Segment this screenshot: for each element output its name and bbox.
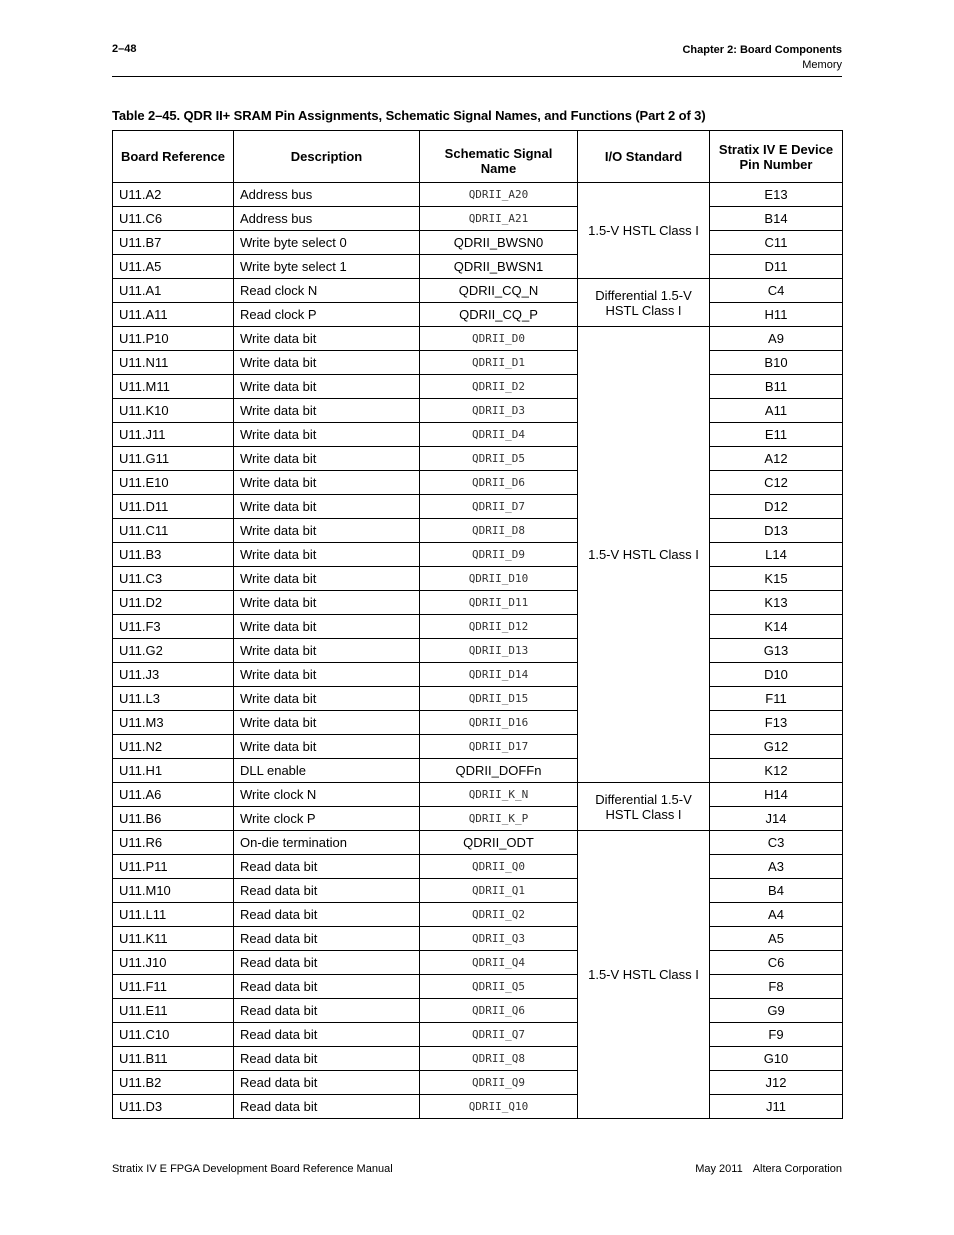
cell-pin-number: G9: [710, 999, 843, 1023]
cell-board-reference: U11.A11: [113, 303, 234, 327]
cell-board-reference: U11.H1: [113, 759, 234, 783]
table-row: [113, 255, 843, 279]
cell-description: Write data bit: [234, 327, 420, 351]
cell-pin-number: F13: [710, 711, 843, 735]
cell-signal-name: QDRII_D7: [420, 495, 578, 519]
cell-board-reference: U11.E11: [113, 999, 234, 1023]
cell-description: Write data bit: [234, 591, 420, 615]
cell-description: Write data bit: [234, 615, 420, 639]
cell-board-reference: U11.B7: [113, 231, 234, 255]
cell-pin-number: C6: [710, 951, 843, 975]
table-row: [113, 903, 843, 927]
cell-signal-name: QDRII_D11: [420, 591, 578, 615]
cell-board-reference: U11.L11: [113, 903, 234, 927]
cell-signal-name: QDRII_Q8: [420, 1047, 578, 1071]
cell-pin-number: C4: [710, 279, 843, 303]
cell-description: Write byte select 1: [234, 255, 420, 279]
cell-signal-name: QDRII_D9: [420, 543, 578, 567]
table-row: [113, 207, 843, 231]
cell-pin-number: F8: [710, 975, 843, 999]
running-header: [682, 43, 842, 73]
cell-pin-number: E13: [710, 183, 843, 207]
cell-description: Write byte select 0: [234, 231, 420, 255]
cell-pin-number: B11: [710, 375, 843, 399]
cell-board-reference: U11.A2: [113, 183, 234, 207]
table-row: [113, 759, 843, 783]
cell-signal-name: QDRII_Q9: [420, 1071, 578, 1095]
cell-description: Write data bit: [234, 471, 420, 495]
cell-board-reference: U11.M10: [113, 879, 234, 903]
table-header-row: [113, 131, 843, 183]
cell-signal-name: QDRII_D17: [420, 735, 578, 759]
col-header-pin-number: Stratix IV E Device Pin Number: [710, 131, 843, 183]
cell-signal-name: QDRII_K_N: [420, 783, 578, 807]
table-row: [113, 495, 843, 519]
cell-description: Write data bit: [234, 663, 420, 687]
cell-signal-name: QDRII_Q6: [420, 999, 578, 1023]
cell-pin-number: D13: [710, 519, 843, 543]
table-row: [113, 783, 843, 807]
table-row: [113, 543, 843, 567]
cell-pin-number: H14: [710, 783, 843, 807]
table-row: [113, 855, 843, 879]
cell-pin-number: G12: [710, 735, 843, 759]
cell-board-reference: U11.D11: [113, 495, 234, 519]
cell-board-reference: U11.B6: [113, 807, 234, 831]
cell-board-reference: U11.B11: [113, 1047, 234, 1071]
cell-board-reference: U11.A5: [113, 255, 234, 279]
cell-description: Read data bit: [234, 1095, 420, 1119]
cell-description: Write data bit: [234, 543, 420, 567]
cell-board-reference: U11.B3: [113, 543, 234, 567]
table-row: [113, 399, 843, 423]
cell-description: Read clock P: [234, 303, 420, 327]
cell-board-reference: U11.N2: [113, 735, 234, 759]
table-row: [113, 423, 843, 447]
table-row: [113, 567, 843, 591]
table-row: [113, 303, 843, 327]
cell-board-reference: U11.P10: [113, 327, 234, 351]
table-row: [113, 951, 843, 975]
cell-signal-name: QDRII_Q10: [420, 1095, 578, 1119]
cell-board-reference: U11.F11: [113, 975, 234, 999]
cell-signal-name: QDRII_BWSN0: [420, 231, 578, 255]
cell-signal-name: QDRII_D10: [420, 567, 578, 591]
cell-signal-name: QDRII_D16: [420, 711, 578, 735]
table-row: [113, 735, 843, 759]
table-row: [113, 831, 843, 855]
cell-pin-number: G13: [710, 639, 843, 663]
cell-board-reference: U11.P11: [113, 855, 234, 879]
cell-pin-number: E11: [710, 423, 843, 447]
col-header-board-reference: Board Reference: [113, 131, 234, 183]
cell-description: Write data bit: [234, 423, 420, 447]
cell-signal-name: QDRII_D8: [420, 519, 578, 543]
cell-description: Write data bit: [234, 375, 420, 399]
cell-description: DLL enable: [234, 759, 420, 783]
cell-description: Write clock P: [234, 807, 420, 831]
cell-board-reference: U11.N11: [113, 351, 234, 375]
cell-description: Write data bit: [234, 711, 420, 735]
cell-io-standard: 1.5-V HSTL Class I: [578, 183, 710, 279]
cell-signal-name: QDRII_K_P: [420, 807, 578, 831]
table-row: [113, 879, 843, 903]
cell-pin-number: K12: [710, 759, 843, 783]
table-row: [113, 1023, 843, 1047]
cell-pin-number: C12: [710, 471, 843, 495]
cell-pin-number: A4: [710, 903, 843, 927]
cell-signal-name: QDRII_D12: [420, 615, 578, 639]
table-row: [113, 375, 843, 399]
cell-description: On-die termination: [234, 831, 420, 855]
cell-description: Read data bit: [234, 1047, 420, 1071]
cell-pin-number: D11: [710, 255, 843, 279]
footer-manual-title: Stratix IV E FPGA Development Board Reference Manual: [112, 1163, 393, 1175]
cell-pin-number: B14: [710, 207, 843, 231]
cell-pin-number: K15: [710, 567, 843, 591]
cell-pin-number: C11: [710, 231, 843, 255]
cell-description: Write data bit: [234, 567, 420, 591]
cell-description: Write data bit: [234, 447, 420, 471]
cell-pin-number: F9: [710, 1023, 843, 1047]
cell-signal-name: QDRII_D15: [420, 687, 578, 711]
section-title: Memory: [802, 59, 842, 71]
cell-io-standard: Differential 1.5-V HSTL Class I: [578, 783, 710, 831]
cell-signal-name: QDRII_BWSN1: [420, 255, 578, 279]
cell-pin-number: D12: [710, 495, 843, 519]
cell-board-reference: U11.F3: [113, 615, 234, 639]
cell-description: Read data bit: [234, 999, 420, 1023]
cell-pin-number: F11: [710, 687, 843, 711]
table-row: [113, 591, 843, 615]
cell-signal-name: QDRII_D2: [420, 375, 578, 399]
cell-signal-name: QDRII_D4: [420, 423, 578, 447]
cell-board-reference: U11.G2: [113, 639, 234, 663]
table-row: [113, 447, 843, 471]
table-row: [113, 327, 843, 351]
cell-board-reference: U11.B2: [113, 1071, 234, 1095]
cell-description: Read data bit: [234, 927, 420, 951]
cell-pin-number: L14: [710, 543, 843, 567]
cell-signal-name: QDRII_Q1: [420, 879, 578, 903]
table-row: [113, 183, 843, 207]
table-row: [113, 231, 843, 255]
cell-description: Read data bit: [234, 1071, 420, 1095]
cell-signal-name: QDRII_Q0: [420, 855, 578, 879]
col-header-io-standard: I/O Standard: [578, 131, 710, 183]
cell-signal-name: QDRII_Q5: [420, 975, 578, 999]
cell-board-reference: U11.C10: [113, 1023, 234, 1047]
cell-signal-name: QDRII_A21: [420, 207, 578, 231]
cell-board-reference: U11.M11: [113, 375, 234, 399]
cell-signal-name: QDRII_D0: [420, 327, 578, 351]
cell-description: Read data bit: [234, 1023, 420, 1047]
cell-board-reference: U11.D3: [113, 1095, 234, 1119]
cell-description: Read data bit: [234, 879, 420, 903]
cell-board-reference: U11.L3: [113, 687, 234, 711]
cell-board-reference: U11.G11: [113, 447, 234, 471]
table-row: [113, 1047, 843, 1071]
cell-pin-number: A3: [710, 855, 843, 879]
cell-pin-number: C3: [710, 831, 843, 855]
table-row: [113, 615, 843, 639]
cell-signal-name: QDRII_A20: [420, 183, 578, 207]
table-row: [113, 351, 843, 375]
cell-description: Write data bit: [234, 687, 420, 711]
table-row: [113, 711, 843, 735]
cell-signal-name: QDRII_D5: [420, 447, 578, 471]
table-row: [113, 807, 843, 831]
table-row: [113, 663, 843, 687]
cell-pin-number: G10: [710, 1047, 843, 1071]
cell-board-reference: U11.M3: [113, 711, 234, 735]
table-row: [113, 999, 843, 1023]
cell-signal-name: QDRII_Q7: [420, 1023, 578, 1047]
cell-board-reference: U11.R6: [113, 831, 234, 855]
footer-company: Altera Corporation: [752, 1163, 842, 1175]
cell-description: Write data bit: [234, 495, 420, 519]
table-row: [113, 1095, 843, 1119]
table-row: [113, 519, 843, 543]
cell-board-reference: U11.K11: [113, 927, 234, 951]
pin-assignment-table: [112, 130, 843, 1119]
table-row: [113, 279, 843, 303]
cell-description: Write data bit: [234, 351, 420, 375]
cell-signal-name: QDRII_ODT: [420, 831, 578, 855]
col-header-description: Description: [234, 131, 420, 183]
col-header-signal-name: Schematic Signal Name: [420, 131, 578, 183]
cell-pin-number: J14: [710, 807, 843, 831]
cell-signal-name: QDRII_Q3: [420, 927, 578, 951]
cell-signal-name: QDRII_D6: [420, 471, 578, 495]
cell-pin-number: A12: [710, 447, 843, 471]
cell-signal-name: QDRII_D1: [420, 351, 578, 375]
page-number: 2–48: [112, 43, 137, 55]
cell-board-reference: U11.D2: [113, 591, 234, 615]
cell-pin-number: K13: [710, 591, 843, 615]
cell-board-reference: U11.E10: [113, 471, 234, 495]
cell-io-standard: 1.5-V HSTL Class I: [578, 831, 710, 1119]
cell-description: Write clock N: [234, 783, 420, 807]
cell-pin-number: B4: [710, 879, 843, 903]
cell-board-reference: U11.A1: [113, 279, 234, 303]
table-row: [113, 639, 843, 663]
table-body: [113, 183, 843, 1119]
cell-board-reference: U11.C6: [113, 207, 234, 231]
cell-description: Write data bit: [234, 399, 420, 423]
cell-board-reference: U11.A6: [113, 783, 234, 807]
chapter-title: Chapter 2: Board Components: [682, 44, 842, 56]
cell-signal-name: QDRII_CQ_N: [420, 279, 578, 303]
cell-io-standard: Differential 1.5-V HSTL Class I: [578, 279, 710, 327]
cell-pin-number: A11: [710, 399, 843, 423]
cell-description: Write data bit: [234, 735, 420, 759]
cell-board-reference: U11.C11: [113, 519, 234, 543]
cell-board-reference: U11.J11: [113, 423, 234, 447]
cell-description: Read data bit: [234, 903, 420, 927]
cell-signal-name: QDRII_D13: [420, 639, 578, 663]
table-row: [113, 471, 843, 495]
footer-right: [695, 1163, 842, 1175]
cell-pin-number: J12: [710, 1071, 843, 1095]
cell-description: Read data bit: [234, 951, 420, 975]
cell-board-reference: U11.C3: [113, 567, 234, 591]
cell-description: Address bus: [234, 207, 420, 231]
cell-signal-name: QDRII_Q4: [420, 951, 578, 975]
cell-signal-name: QDRII_DOFFn: [420, 759, 578, 783]
table-row: [113, 1071, 843, 1095]
cell-pin-number: A9: [710, 327, 843, 351]
footer-date: May 2011: [695, 1163, 743, 1175]
table-row: [113, 975, 843, 999]
cell-pin-number: D10: [710, 663, 843, 687]
cell-description: Read data bit: [234, 975, 420, 999]
cell-io-standard: 1.5-V HSTL Class I: [578, 327, 710, 783]
cell-description: Read clock N: [234, 279, 420, 303]
table-row: [113, 687, 843, 711]
cell-description: Address bus: [234, 183, 420, 207]
cell-pin-number: H11: [710, 303, 843, 327]
cell-board-reference: U11.K10: [113, 399, 234, 423]
cell-pin-number: K14: [710, 615, 843, 639]
cell-pin-number: A5: [710, 927, 843, 951]
cell-description: Read data bit: [234, 855, 420, 879]
table-row: [113, 927, 843, 951]
cell-pin-number: J11: [710, 1095, 843, 1119]
table-caption: Table 2–45. QDR II+ SRAM Pin Assignments, Schematic Signal Names, and Functions (Part 2 of 3): [112, 108, 706, 123]
cell-board-reference: U11.J10: [113, 951, 234, 975]
cell-signal-name: QDRII_CQ_P: [420, 303, 578, 327]
header-rule: [112, 76, 842, 77]
cell-board-reference: U11.J3: [113, 663, 234, 687]
cell-signal-name: QDRII_D3: [420, 399, 578, 423]
cell-pin-number: B10: [710, 351, 843, 375]
cell-description: Write data bit: [234, 519, 420, 543]
cell-description: Write data bit: [234, 639, 420, 663]
cell-signal-name: QDRII_Q2: [420, 903, 578, 927]
cell-signal-name: QDRII_D14: [420, 663, 578, 687]
